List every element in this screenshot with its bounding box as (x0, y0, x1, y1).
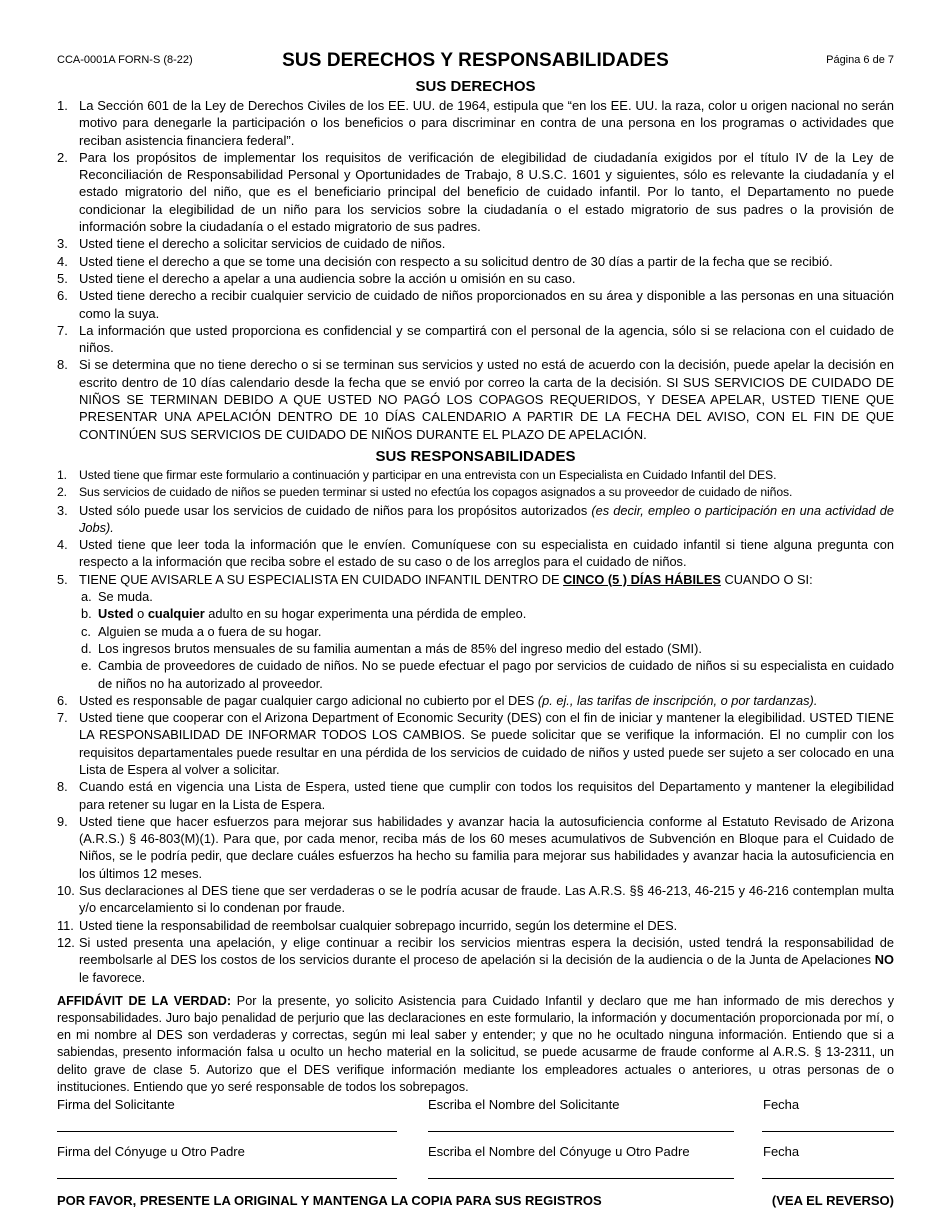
list-item: c. Alguien se muda a o fuera de su hogar. (81, 623, 322, 639)
list-item: 7. La información que usted proporciona es confidencial y se compartirá con el personal de la agencia, sólo si se relaciona con el cuidado de niños. (57, 322, 894, 356)
signature-row-spouse (57, 1144, 894, 1190)
responsibilities-list (57, 467, 894, 986)
deadline-emphasis: CINCO (5 ) DÍAS HÁBILES (563, 571, 721, 587)
list-item: d. Los ingresos brutos mensuales de su familia aumentan a más de 85% del ingreso medio del estado (SMI). (81, 640, 702, 656)
signature-row-applicant (57, 1097, 894, 1143)
list-item: 8. Si se determina que no tiene derecho o si se terminan sus servicios y usted no está de acuerdo con la decisión, puede apelar la decisión en escrito dentro de 10 días calendario desde la fecha que se envió por correo la carta de la decisión. SI SUS SERVICIOS DE CUIDADO DE NIÑOS SE TERMINAN DEBIDO A QUE USTED NO PAGÓ LOS COPAGOS REQUERIDOS, Y DESEA APELAR, USTED TIENE QUE PRESENTAR UNA APELACIÓN DENTRO DE 10 DÍAS CALENDARIO A PARTIR DE LA FECHA DEL AVISO, CON EL FIN DE QUE CONTINÚEN SUS SERVICIOS DE CUIDADO DE NIÑOS DURANTE EL PLAZO DE APELACIÓN. (57, 357, 894, 442)
list-item: e. Cambia de proveedores de cuidado de niños. No se puede efectuar el pago por servicios de cuidado de niños si su especialista en cuidado de niños no ha autorizado al proveedor. (81, 658, 894, 691)
applicant-signature-label: Firma del Solicitante (57, 1097, 175, 1113)
spouse-signature-field[interactable] (57, 1178, 397, 1179)
page-number: Página 6 de 7 (826, 54, 894, 66)
list-item: 2. Sus servicios de cuidado de niños se pueden terminar si usted no efectúa los copagos asignados a su proveedor de cuidado de niños. (57, 485, 793, 500)
spouse-date-label: Fecha (763, 1144, 800, 1160)
rights-title: SUS DERECHOS (415, 78, 536, 95)
list-item: 4. Usted tiene el derecho a que se tome una decisión con respecto a su solicitud dentro de 30 días a partir de la fecha que se recibió. (57, 253, 833, 269)
rights-list (57, 97, 894, 443)
applicant-name-field[interactable] (428, 1131, 734, 1132)
list-item: 6. Usted es responsable de pagar cualquier cargo adicional no cubierto por el DES (p. ej., las tarifas de inscripción, o por tardanzas). (57, 692, 818, 708)
list-item: 12. Si usted presenta una apelación, y elige continuar a recibir los servicios mientras espera la decisión, usted tendrá la responsabilidad de reembolsarle al DES los costos de los servicios durante el proceso de apelación si la decisión de la audiencia o de la Junta de Apelaciones NO le favorece. (57, 934, 894, 985)
footer-instruction: POR FAVOR, PRESENTE LA ORIGINAL Y MANTENGA LA COPIA PARA SUS REGISTROS (57, 1193, 602, 1209)
affidavit-label: AFFIDÁVIT DE LA VERDAD: (57, 993, 232, 1008)
applicant-date-label: Fecha (763, 1097, 800, 1113)
list-item: 5. Usted tiene el derecho a apelar a una audiencia sobre la acción u omisión en su caso. (57, 270, 576, 286)
form-page (57, 50, 894, 1213)
list-item: 4. Usted tiene que leer toda la información que le envíen. Comuníquese con su especialista en cuidado infantil si tiene alguna pregunta con respecto a la información que reciba sobre el estado de su caso o de los arreglos para el cuidado de niños. (57, 537, 894, 570)
list-item: 10. Sus declaraciones al DES tiene que ser verdaderas o se le podría acusar de fraude. Las A.R.S. §§ 46-213, 46-215 y 46-216 contemplan multa y/o encarcelamiento si lo condenan por fraude. (57, 883, 894, 916)
responsibilities-title: SUS RESPONSABILIDADES (375, 447, 576, 465)
spouse-name-label: Escriba el Nombre del Cónyuge u Otro Padre (428, 1144, 690, 1160)
form-id: CCA-0001A FORN-S (8-22) (57, 54, 193, 66)
spouse-name-field[interactable] (428, 1178, 734, 1179)
list-item: 11. Usted tiene la responsabilidad de reembolsar cualquier sobrepago incurrido, según los determine el DES. (57, 917, 678, 933)
spouse-signature-label: Firma del Cónyuge u Otro Padre (57, 1144, 245, 1160)
list-item: 3. Usted sólo puede usar los servicios de cuidado de niños para los propósitos autorizados (es decir, empleo o participación en una actividad de Jobs). (57, 502, 894, 535)
list-item: b. Usted o cualquier adulto en su hogar experimenta una pérdida de empleo. (81, 606, 527, 622)
list-item: 6. Usted tiene derecho a recibir cualquier servicio de cuidado de niños proporcionados en su área y disponible a las personas en una situación como la suya. (57, 288, 894, 321)
list-item: 7. Usted tiene que cooperar con el Arizona Department of Economic Security (DES) con el fin de iniciar y mantener la elegibilidad. USTED TIENE LA RESPONSABILIDAD DE INFORMAR TODOS LOS CAMBIOS. Se puede solicitar que se verifique la información. El no cumplir con los requisitos departamentales puede resultar en una pérdida de los servicios de cuidado de niños y usted puede ser sujeto a ser colocado en una Lista de Espera al volver a solicitar. (57, 710, 894, 777)
page-footer (57, 1193, 894, 1213)
list-item: a. Se muda. (81, 589, 153, 605)
list-item: 9. Usted tiene que hacer esfuerzos para mejorar sus habilidades y avanzar hacia la autosuficiencia conforme al Estatuto Revisado de Arizona (A.R.S.) § 46-803(M)(1). Para que, por cada menor, reciba más de los 60 meses acumulativos de Subvención en Bloque para el Cuidado de Niños, se le podría pedir, que declare cuáles esfuerzos ha hecho su familia para mejorar sus habilidades y avanzar hacia la autosuficiencia en los últimos 12 meses. (57, 813, 894, 881)
affidavit-text: Por la presente, yo solicito Asistencia para Cuidado Infantil y declaro que me han informado de mis derechos y responsabilidades. Juro bajo penalidad de perjurio que las declaraciones en este formulario, la información y documentación proporcionada por mí, o en mi nombre al DES son verdaderas y correctas, según mi leal saber y entender; y que no he ocultado ninguna información. Entiendo que si a sabiendas, presento información falsa u oculto un hecho material en la solicitud, se puede acusarme de fraude conforme al A.R.S. § 13-2311, un delito grave de clase 5. Autorizo que el DES verifique información mediante los empleadores actuales o anteriores, u otras personas de o instituciones. Entiendo que yo seré responsable de todos los sobrepagos. (57, 993, 894, 1094)
applicant-date-field[interactable] (762, 1131, 894, 1132)
list-item: 1. Usted tiene que firmar este formulario a continuación y participar en una entrevista con un Especialista en Cuidado Infantil del DES. (57, 467, 777, 482)
sub-list (79, 588, 894, 692)
applicant-name-label: Escriba el Nombre del Solicitante (428, 1097, 620, 1113)
affidavit (57, 993, 894, 1096)
page-title: SUS DERECHOS Y RESPONSABILIDADES (282, 50, 669, 71)
list-item: 5. TIENE QUE AVISARLE A SU ESPECIALISTA EN CUIDADO INFANTIL DENTRO DE CINCO (5 ) DÍAS HÁBILES CUANDO O SI: a. Se muda. b. Usted o cualquier adulto en su hogar experimenta una pérdida de empleo. c. Alguien se muda a o fuera de su hogar. d. Los ingresos brutos mensuales de su familia aumentan a más de 85% del ingreso medio del estado (SMI). e. Cambia de proveedores de cuidado de niños. No se puede efectuar el pago por servicios de cuidado de niños si su especialista en cuidado de niños no ha autorizado al proveedor. (57, 571, 894, 691)
applicant-signature-field[interactable] (57, 1131, 397, 1132)
list-item: 8. Cuando está en vigencia una Lista de Espera, usted tiene que cumplir con todos los requisitos del Departamento y mantener la elegibilidad para retener su lugar en la Lista de Espera. (57, 779, 894, 812)
list-item: 1. La Sección 601 de la Ley de Derechos Civiles de los EE. UU. de 1964, estipula que “en los EE. UU. la raza, color u origen nacional no serán motivo para denegarle la participación o los beneficios o para discriminar en contra de una persona en los programas o actividades que reciban asistencia financiera federal”. (57, 98, 894, 148)
page-header (57, 50, 894, 78)
list-item: 3. Usted tiene el derecho a solicitar servicios de cuidado de niños. (57, 236, 446, 252)
footer-see-reverse: (VEA EL REVERSO) (771, 1193, 894, 1209)
list-item: 2. Para los propósitos de implementar los requisitos de verificación de elegibilidad de ciudadanía exigidos por el título IV de la Ley de Reconciliación de Responsabilidad Personal y Oportunidades de Trabajo, 8 U.S.C. 1601 y siguientes, sólo es relevante la ciudadanía y el estado migratorio del niño, que es el beneficiario principal del beneficio de cuidado infantil. Por lo tanto, el Departamento no puede condicionar la elegibilidad de un niño para los servicios sobre la ciudadanía o el estado migratorio de sus padres o la provisión de información sobre la ciudadanía o el estado migratorio de sus padres. (57, 149, 894, 235)
spouse-date-field[interactable] (762, 1178, 894, 1179)
